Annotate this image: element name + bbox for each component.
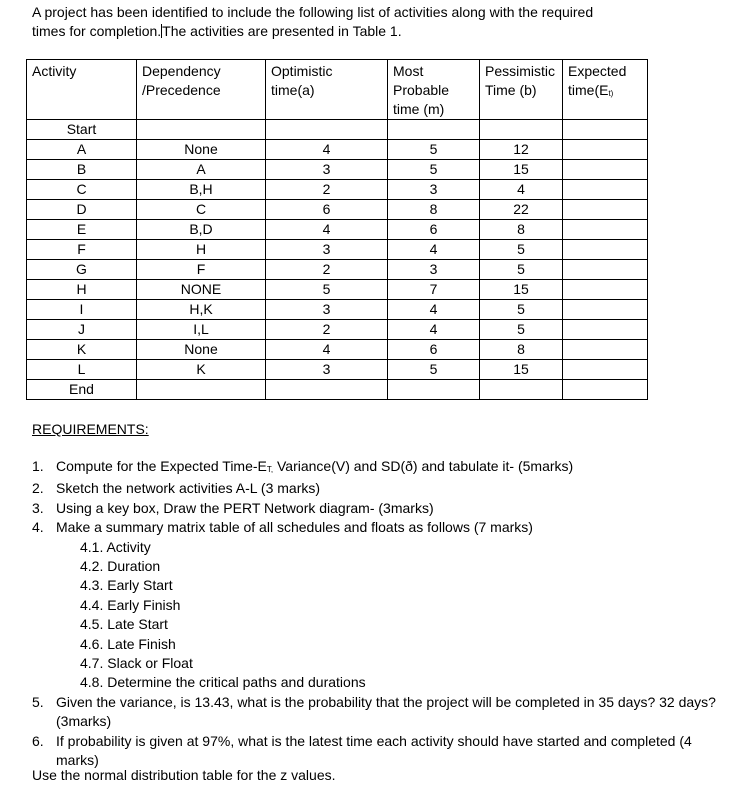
- cell-m: 3: [388, 260, 480, 280]
- cell-a: 2: [266, 260, 388, 280]
- intro-line-2a: times for completion.: [32, 23, 162, 39]
- requirements-list: [32, 457, 732, 771]
- cell-activity: K: [27, 340, 137, 360]
- cell-activity: J: [27, 320, 137, 340]
- table-row-start: [27, 120, 648, 140]
- table-row: [27, 320, 648, 340]
- cell-b: 5: [480, 240, 563, 260]
- table-row: [27, 360, 648, 380]
- cell-dep: K: [137, 360, 266, 380]
- cell-b: 5: [480, 320, 563, 340]
- cell-start-label: Start: [27, 120, 137, 140]
- intro-line-2b: The activities are presented in Table 1.: [162, 23, 402, 39]
- table-row: [27, 280, 648, 300]
- table-row: [27, 220, 648, 240]
- cell-dep: None: [137, 340, 266, 360]
- header-pessimistic: Pessimistic Time (b): [480, 60, 563, 120]
- cell-a: 4: [266, 340, 388, 360]
- cell-b: 15: [480, 280, 563, 300]
- cell-activity: E: [27, 220, 137, 240]
- cell-b: 8: [480, 220, 563, 240]
- cell-e: [563, 320, 648, 340]
- cell-b: 8: [480, 340, 563, 360]
- header-optimistic: Optimistic time(a): [266, 60, 388, 120]
- table-row: [27, 200, 648, 220]
- sub-item: 4.7. Slack or Float: [80, 655, 193, 672]
- requirement-item: 5. Given the variance, is 13.43, what is the probability that the project will be completed in 35 days? 32 days? (3marks): [32, 693, 716, 730]
- cell-b: 4: [480, 180, 563, 200]
- cell-activity: H: [27, 280, 137, 300]
- cell-m: 8: [388, 200, 480, 220]
- table-row: [27, 260, 648, 280]
- requirement-item: 3. Using a key box, Draw the PERT Network diagram- (3marks): [32, 499, 434, 516]
- cell-dep: H: [137, 240, 266, 260]
- header-expected: Expected time(Et): [563, 60, 648, 120]
- cell-m: 4: [388, 240, 480, 260]
- cell-e: [563, 220, 648, 240]
- cell-dep: B,D: [137, 220, 266, 240]
- cell-m: 6: [388, 340, 480, 360]
- cell-a: 3: [266, 240, 388, 260]
- requirements-title: REQUIREMENTS:: [32, 421, 149, 437]
- requirement-item: 2. Sketch the network activities A-L (3 marks): [32, 480, 321, 497]
- cell-b: 22: [480, 200, 563, 220]
- cell-e: [563, 180, 648, 200]
- cell-dep: A: [137, 160, 266, 180]
- requirement-item: 4. Make a summary matrix table of all schedules and floats as follows (7 marks) 4.1. Activity 4.2. Duration 4.3. Early Start 4.4. Early Finish 4.5. Late Start 4.6. Late Finish 4.7. Slack or Float 4.8. Determine the critical paths and durations: [32, 518, 732, 693]
- cell-m: 4: [388, 300, 480, 320]
- cell-end-label: End: [27, 380, 137, 400]
- cell-e: [563, 160, 648, 180]
- cell-e: [563, 140, 648, 160]
- cell-m: 4: [388, 320, 480, 340]
- cell-dep: B,H: [137, 180, 266, 200]
- cell-activity: G: [27, 260, 137, 280]
- sub-item: 4.3. Early Start: [80, 577, 173, 594]
- cell-a: 2: [266, 320, 388, 340]
- cell-a: 6: [266, 200, 388, 220]
- cell-activity: L: [27, 360, 137, 380]
- header-dependency: Dependency /Precedence: [137, 60, 266, 120]
- cell-activity: B: [27, 160, 137, 180]
- header-most-probable: Most Probable time (m): [388, 60, 480, 120]
- cell-dep: F: [137, 260, 266, 280]
- table-row: [27, 160, 648, 180]
- table-row: [27, 300, 648, 320]
- cell-activity: F: [27, 240, 137, 260]
- intro-paragraph: [32, 3, 732, 41]
- table-row: [27, 340, 648, 360]
- cell-dep: H,K: [137, 300, 266, 320]
- cell-activity: I: [27, 300, 137, 320]
- cell-activity: C: [27, 180, 137, 200]
- sub-item: 4.8. Determine the critical paths and durations: [80, 674, 366, 691]
- table-row-end: [27, 380, 648, 400]
- cell-a: 4: [266, 220, 388, 240]
- cell-m: 7: [388, 280, 480, 300]
- cell-e: [563, 200, 648, 220]
- cell-m: 5: [388, 160, 480, 180]
- header-activity: Activity: [27, 60, 137, 120]
- cell-dep: C: [137, 200, 266, 220]
- activity-table: [26, 59, 648, 400]
- requirement-item: 1. Compute for the Expected Time-ET, Variance(V) and SD(ð) and tabulate it- (5marks): [32, 458, 574, 474]
- sub-item: 4.2. Duration: [80, 558, 161, 575]
- cell-m: 3: [388, 180, 480, 200]
- table-row: [27, 240, 648, 260]
- cell-m: 5: [388, 140, 480, 160]
- cell-e: [563, 240, 648, 260]
- sub-item: 4.4. Early Finish: [80, 596, 181, 613]
- cell-b: 15: [480, 360, 563, 380]
- footer-note: Use the normal distribution table for the z values.: [32, 767, 336, 783]
- cell-m: 6: [388, 220, 480, 240]
- table-row: [27, 180, 648, 200]
- summary-matrix-sublist: [56, 538, 732, 693]
- cell-b: 5: [480, 300, 563, 320]
- cell-dep: None: [137, 140, 266, 160]
- sub-item: 4.5. Late Start: [80, 616, 168, 633]
- cell-dep: I,L: [137, 320, 266, 340]
- cell-a: 3: [266, 300, 388, 320]
- cell-dep: NONE: [137, 280, 266, 300]
- cell-b: 12: [480, 140, 563, 160]
- cell-e: [563, 340, 648, 360]
- cell-a: 5: [266, 280, 388, 300]
- cell-b: 5: [480, 260, 563, 280]
- sub-item: 4.1. Activity: [80, 538, 151, 555]
- cell-activity: D: [27, 200, 137, 220]
- cell-a: 3: [266, 360, 388, 380]
- cell-m: 5: [388, 360, 480, 380]
- cell-a: 4: [266, 140, 388, 160]
- intro-line-1: A project has been identified to include the following list of activities along with the required: [32, 4, 594, 20]
- cell-e: [563, 260, 648, 280]
- table-header-row: [27, 60, 648, 120]
- cell-b: 15: [480, 160, 563, 180]
- cell-e: [563, 280, 648, 300]
- cell-a: 2: [266, 180, 388, 200]
- table-row: [27, 140, 648, 160]
- cell-a: 3: [266, 160, 388, 180]
- cell-e: [563, 300, 648, 320]
- cell-e: [563, 360, 648, 380]
- cell-activity: A: [27, 140, 137, 160]
- sub-item: 4.6. Late Finish: [80, 635, 176, 652]
- requirement-item: 6. If probability is given at 97%, what is the latest time each activity should have started and completed (4 marks): [32, 732, 692, 769]
